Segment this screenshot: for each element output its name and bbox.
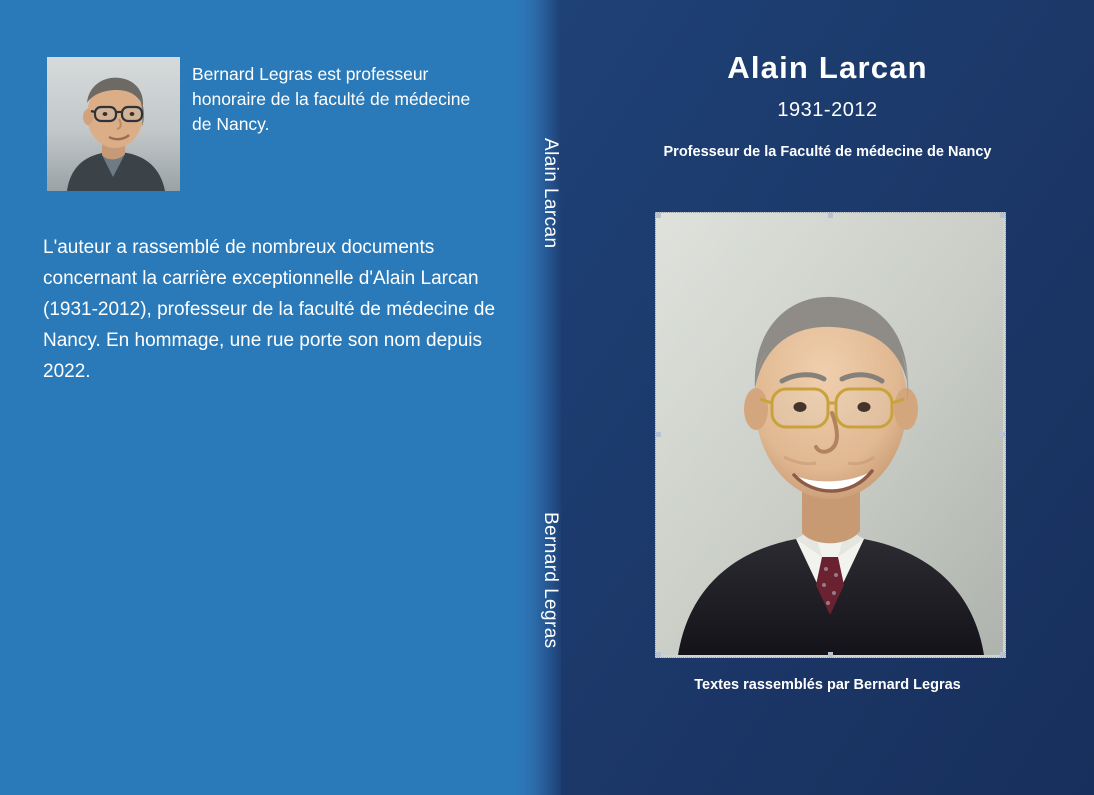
front-cover-subtitle: Professeur de la Faculté de médecine de Nancy xyxy=(663,144,992,160)
image-handle-bottom-left xyxy=(656,652,661,657)
back-cover-blurb: L'auteur a rassemblé de nombreux documents concernant la carrière exceptionnelle d'Alain Larcan (1931-2012), professeur de la faculté de médecine de Nancy. En hommage, une rue porte son nom depuis 2022. xyxy=(43,237,496,382)
image-handle-bottom-center xyxy=(828,652,833,657)
front-cover-title: Alain Larcan xyxy=(727,50,928,85)
front-cover-panel xyxy=(561,0,1094,795)
spine-title: Alain Larcan xyxy=(540,138,561,249)
image-handle-middle-right xyxy=(1000,432,1005,437)
image-handle-top-center xyxy=(828,213,833,218)
author-note: Bernard Legras est professeur honoraire de la faculté de médecine de Nancy. xyxy=(192,64,471,134)
spine-author: Bernard Legras xyxy=(540,512,561,649)
portrait-photo xyxy=(655,212,1006,658)
image-handle-middle-left xyxy=(656,432,661,437)
front-cover-credit: Textes rassemblés par Bernard Legras xyxy=(694,677,961,693)
author-photo xyxy=(47,57,180,191)
front-cover-dates: 1931-2012 xyxy=(777,99,878,121)
image-handle-top-right xyxy=(1000,213,1005,218)
image-handle-top-left xyxy=(656,213,661,218)
book-spine xyxy=(516,0,561,795)
image-handle-bottom-right xyxy=(1000,652,1005,657)
